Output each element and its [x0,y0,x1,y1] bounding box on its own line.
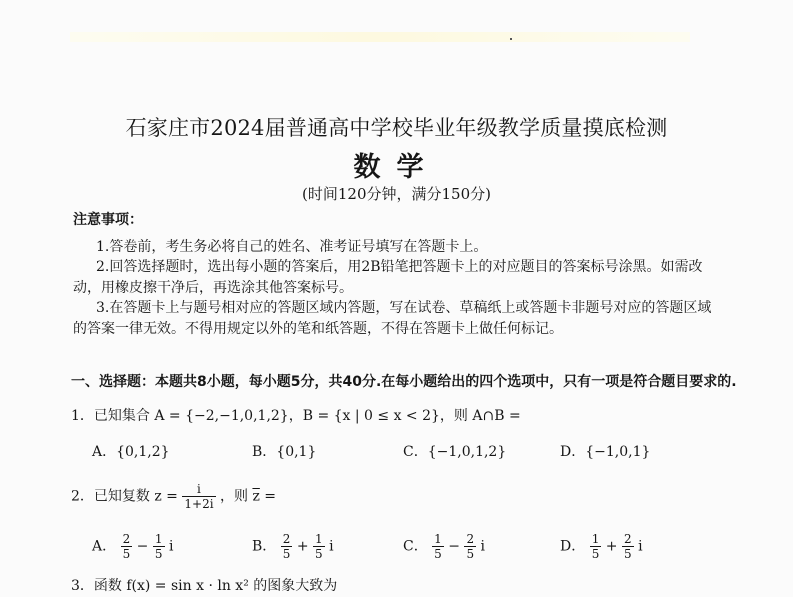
notice-item-3: 3.在答题卡上与题号相对应的答题区域内答题，写在试卷、草稿纸上或答题卡非题号对应的答题区域的答案一律无效。不得用规定以外的笔和纸答题，不得在答题卡上做任何标记。 [73,300,712,337]
exam-time-info: (时间120分钟，满分150分) [302,185,491,203]
imaginary-unit: i [480,538,486,555]
fraction-denominator: 5 [434,547,442,561]
fraction-denominator: 5 [122,547,131,561]
fraction-denominator: 1+2i [184,497,214,511]
option-label: C． [403,538,428,555]
question-1-option-d: D．{−1,0,1} [560,444,651,460]
option-label: B． [252,538,277,555]
fraction-numerator: 1 [154,532,163,546]
question-2-option-d [560,532,643,561]
question-2-stem [71,482,276,511]
fraction-denominator: 5 [315,547,323,561]
imaginary-unit: i [638,538,643,555]
option-fraction-2 [622,532,634,561]
question-2-conjugate: $\overline{z}$ [252,488,260,505]
option-operator: + [605,538,618,555]
fraction-numerator: 2 [623,532,632,546]
question-1-option-b: B．{0,1} [252,444,317,460]
question-1-option-c: C．{−1,0,1,2} [403,444,507,460]
option-fraction-2 [313,532,325,561]
fraction-numerator: 2 [122,532,131,546]
option-fraction-1 [590,532,602,561]
fraction-numerator: 1 [434,532,442,546]
notice-item-2: 2.回答选择题时，选出每小题的答案后，用2B铅笔把答题卡上的对应题目的答案标号涂黑。如需改动，用橡皮擦干净后，再选涂其他答案标号。 [73,259,703,296]
fraction-denominator: 5 [282,547,291,561]
option-operator: − [448,538,460,555]
question-1-option-a: A．{0,1,2} [92,444,170,460]
fraction-denominator: 5 [623,547,632,561]
fraction-numerator: 2 [282,532,291,546]
question-2-option-a [92,532,173,561]
fraction-denominator: 5 [154,547,163,561]
option-label: D． [560,538,586,555]
fraction-numerator: 2 [466,532,475,546]
notice-item-1: 1.答卷前，考生务必将自己的姓名、准考证号填写在答题卡上。 [96,239,488,255]
exam-title: 石家庄市2024届普通高中学校毕业年级教学质量摸底检测 [125,116,668,140]
question-3-stem: 3．函数 f(x) = sin x · ln x² 的图象大致为 [71,578,338,594]
option-operator: + [296,538,309,555]
exam-subject: 数学 [353,152,440,183]
question-1-stem: 1．已知集合 A = {−2,−1,0,1,2}，B = {x | 0 ≤ x < 2}，则 A∩B = [71,408,521,424]
option-label: A． [92,538,117,555]
question-2-fraction [182,482,215,511]
option-fraction-1 [121,532,133,561]
imaginary-unit: i [329,538,334,555]
question-2-option-c [403,532,485,561]
option-fraction-1 [281,532,293,561]
option-operator: − [136,538,149,555]
fraction-numerator: 1 [591,532,600,546]
fraction-denominator: 5 [466,547,475,561]
fraction-denominator: 5 [591,547,600,561]
option-fraction-2 [153,532,165,561]
scan-speck [510,38,512,40]
notice-heading: 注意事项： [73,212,143,228]
option-fraction-2 [464,532,476,561]
question-2-option-b [252,532,334,561]
fraction-numerator: 1 [315,532,323,546]
question-2-mid: ，则 [220,488,248,505]
section-heading: 一、选择题：本题共8小题，每小题5分，共40分.在每小题给出的四个选项中，只有一项是符合题目要求的. [71,374,737,390]
imaginary-unit: i [168,538,174,555]
question-2-prefix: 2．已知复数 z = [71,488,178,505]
option-fraction-1 [432,532,444,561]
fraction-numerator: i [182,482,215,497]
question-2-suffix: = [264,488,277,505]
scan-glare [70,32,690,42]
